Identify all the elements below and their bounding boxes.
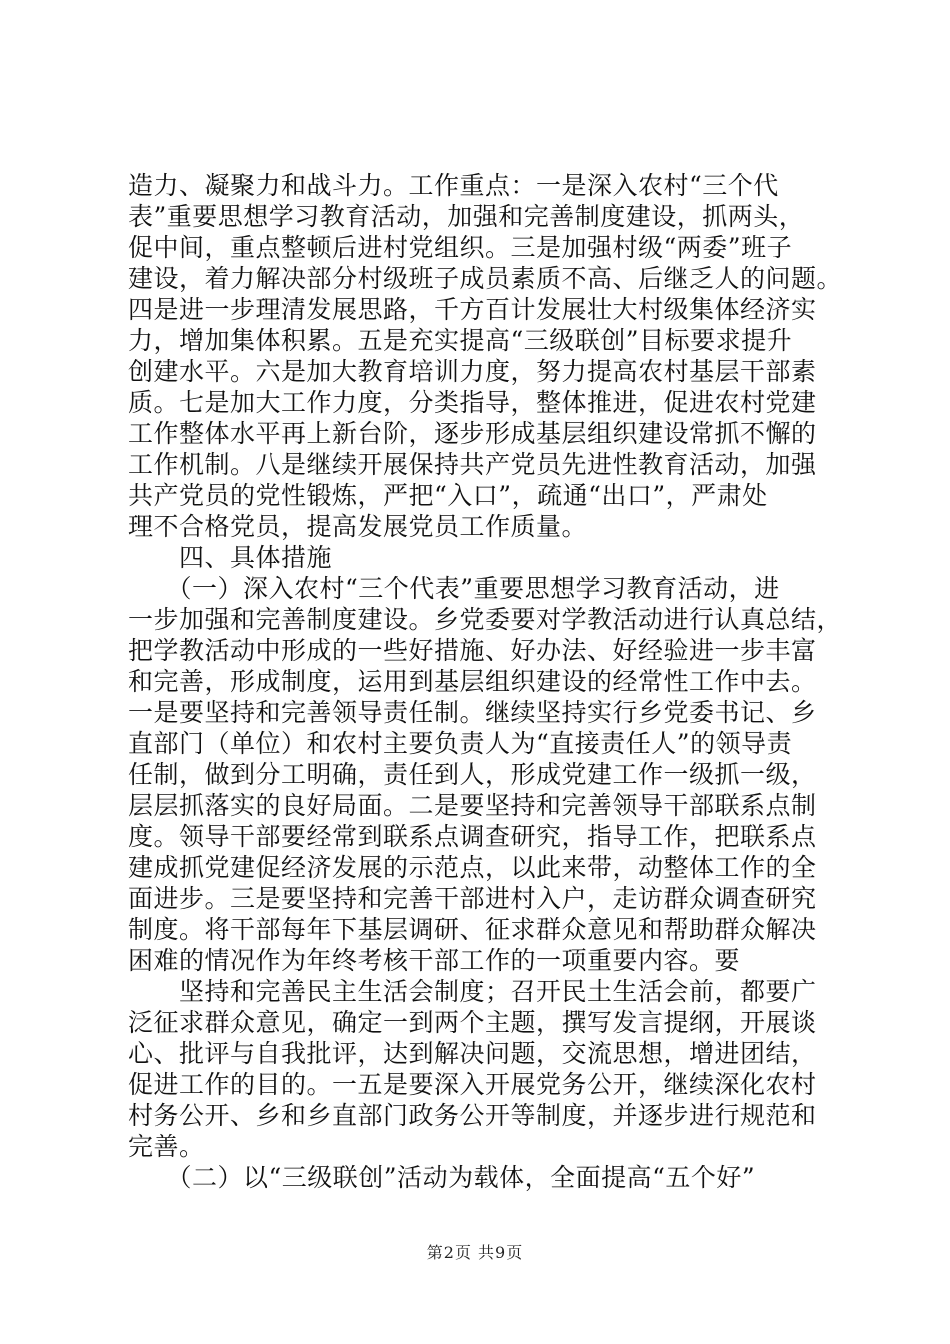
text-line: 面进步。三是要坚持和完善干部进村入户，走访群众调查研究 xyxy=(128,884,817,913)
text-line: （二）以“三级联创”活动为载体，全面提高“五个好” xyxy=(128,1163,756,1192)
text-line: 和完善，形成制度，运用到基层组织建设的经常性工作中去。 xyxy=(128,667,817,696)
text-line: 建设，着力解决部分村级班子成员素质不高、后继乏人的问题。 xyxy=(128,264,843,293)
text-line: 困难的情况作为年终考核干部工作的一项重要内容。要 xyxy=(128,946,741,975)
text-line: 表”重要思想学习教育活动，加强和完善制度建设，抓两头， xyxy=(128,202,805,231)
text-line: 制度。将干部每年下基层调研、征求群众意见和帮助群众解决 xyxy=(128,915,817,944)
section-heading: 四、具体措施 xyxy=(128,543,333,572)
text-line: 一步加强和完善制度建设。乡党委要对学教活动进行认真总结， xyxy=(128,605,843,634)
text-line: 村务公开、乡和乡直部门政务公开等制度，并逐步进行规范和 xyxy=(128,1101,817,1130)
text-line: 直部门（单位）和农村主要负责人为“直接责任人”的领导责 xyxy=(128,729,793,758)
text-line: 理不合格党员，提高发展党员工作质量。 xyxy=(128,512,588,541)
text-line: 泛征求群众意见，确定一到两个主题，撰写发言提纲，开展谈 xyxy=(128,1008,817,1037)
text-line: 坚持和完善民主生活会制度；召开民土生活会前，都要广 xyxy=(128,977,817,1006)
text-line: 完善。 xyxy=(128,1132,205,1161)
text-line: 力，增加集体积累。五是充实提高“三级联创”目标要求提升 xyxy=(128,326,793,355)
text-line: 造力、凝聚力和战斗力。工作重点：一是深入农村“三个代 xyxy=(128,171,779,200)
text-line: 工作机制。八是继续开展保持共产党员先进性教育活动，加强 xyxy=(128,450,817,479)
text-line: 促中间，重点整顿后进村党组织。三是加强村级“两委”班子 xyxy=(128,233,793,262)
text-line: （一）深入农村“三个代表”重要思想学习教育活动，进 xyxy=(128,574,780,603)
text-line: 心、批评与自我批评，达到解决问题，交流思想，增进团结， xyxy=(128,1039,817,1068)
text-line: 工作整体水平再上新台阶，逐步形成基层组织建设常抓不懈的 xyxy=(128,419,817,448)
text-line: 建成抓党建促经济发展的示范点，以此来带，动整体工作的全 xyxy=(128,853,817,882)
text-line: 度。领导干部要经常到联系点调查研究，指导工作，把联系点 xyxy=(128,822,817,851)
text-line: 四是进一步理清发展思路，千方百计发展壮大村级集体经济实 xyxy=(128,295,817,324)
text-line: 一是要坚持和完善领导责任制。继续坚持实行乡党委书记、乡 xyxy=(128,698,817,727)
page-number-footer: 第2页 共9页 xyxy=(426,1243,524,1262)
text-line: 把学教活动中形成的一些好措施、好办法、好经验进一步丰富 xyxy=(128,636,817,665)
text-line: 任制，做到分工明确，责任到人，形成党建工作一级抓一级， xyxy=(128,760,817,789)
text-line: 共产党员的党性锻炼，严把“入口”，疏通“出口”，严肃处 xyxy=(128,481,768,510)
text-line: 创建水平。六是加大教育培训力度，努力提高农村基层干部素 xyxy=(128,357,817,386)
document-body xyxy=(128,170,843,1193)
text-line: 促进工作的目的。一五是要深入开展党务公开，继续深化农村 xyxy=(128,1070,817,1099)
text-line: 层层抓落实的良好局面。二是要坚持和完善领导干部联系点制 xyxy=(128,791,817,820)
text-line: 质。七是加大工作力度，分类指导，整体推进，促进农村党建 xyxy=(128,388,817,417)
